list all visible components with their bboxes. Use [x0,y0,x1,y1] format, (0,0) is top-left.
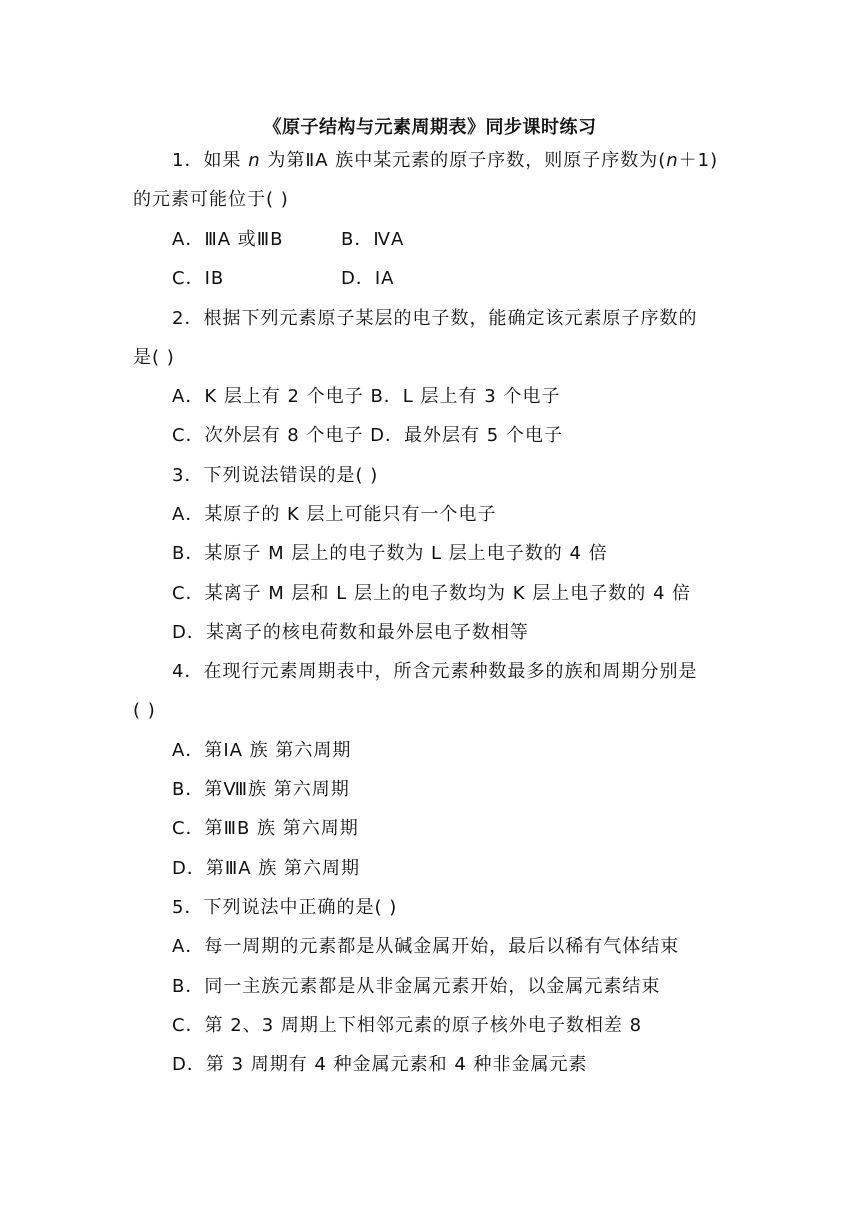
question-1-stem-middle: 为第ⅡA 族中某元素的原子序数，则原子序数为( [260,150,667,171]
question-3-option-d: D．某离子的核电荷数和最外层电子数相等 [172,622,529,643]
question-1-option-d: D．ⅠA [341,268,395,289]
question-1-option-c: C．ⅠB [172,268,225,289]
question-1-option-b: B．ⅣA [341,229,405,250]
question-2-options-ab: A．K 层上有 2 个电子 B．L 层上有 3 个电子 [172,386,561,407]
question-4-option-b: B．第Ⅷ族 第六周期 [172,779,350,800]
question-1-stem-line-1 [172,148,718,174]
question-5-option-c: C．第 2、3 周期上下相邻元素的原子核外电子数相差 8 [172,1015,643,1036]
question-1-option-a: A．ⅢA 或ⅢB [172,229,284,250]
question-4-option-a: A．第ⅠA 族 第六周期 [172,740,352,761]
question-4-option-c: C．第ⅢB 族 第六周期 [172,818,359,839]
question-2-stem-line-2: 是( ) [133,347,175,368]
question-4-option-d: D．第ⅢA 族 第六周期 [172,858,361,879]
question-1-stem-line-2: 的元素可能位于( ) [133,189,289,210]
question-4-stem-line-1: 4．在现行元素周期表中，所含元素种数最多的族和周期分别是 [172,661,698,682]
question-5-option-a: A．每一周期的元素都是从碱金属开始，最后以稀有气体结束 [172,936,680,957]
question-1-stem-prefix: 1．如果 [172,150,249,171]
question-5-stem: 5．下列说法中正确的是( ) [172,897,398,918]
question-1-variable-n-2: n [666,150,679,171]
question-2-stem-line-1: 2．根据下列元素原子某层的电子数，能确定该元素原子序数的 [172,308,698,329]
page-title: 《原子结构与元素周期表》同步课时练习 [263,117,597,138]
question-2-options-cd: C．次外层有 8 个电子 D．最外层有 5 个电子 [172,425,563,446]
question-4-stem-line-2: ( ) [133,700,156,721]
question-3-option-a: A．某原子的 K 层上可能只有一个电子 [172,504,497,525]
question-1-stem-end: ＋1) [678,150,719,171]
question-5-option-d: D．第 3 周期有 4 种金属元素和 4 种非金属元素 [172,1054,588,1075]
question-3-stem: 3．下列说法错误的是( ) [172,465,379,486]
question-3-option-c: C．某离子 M 层和 L 层上的电子数均为 K 层上电子数的 4 倍 [172,583,692,604]
question-3-option-b: B．某原子 M 层上的电子数为 L 层上电子数的 4 倍 [172,543,608,564]
question-5-option-b: B．同一主族元素都是从非金属元素开始，以金属元素结束 [172,976,661,997]
question-1-variable-n: n [248,150,261,171]
